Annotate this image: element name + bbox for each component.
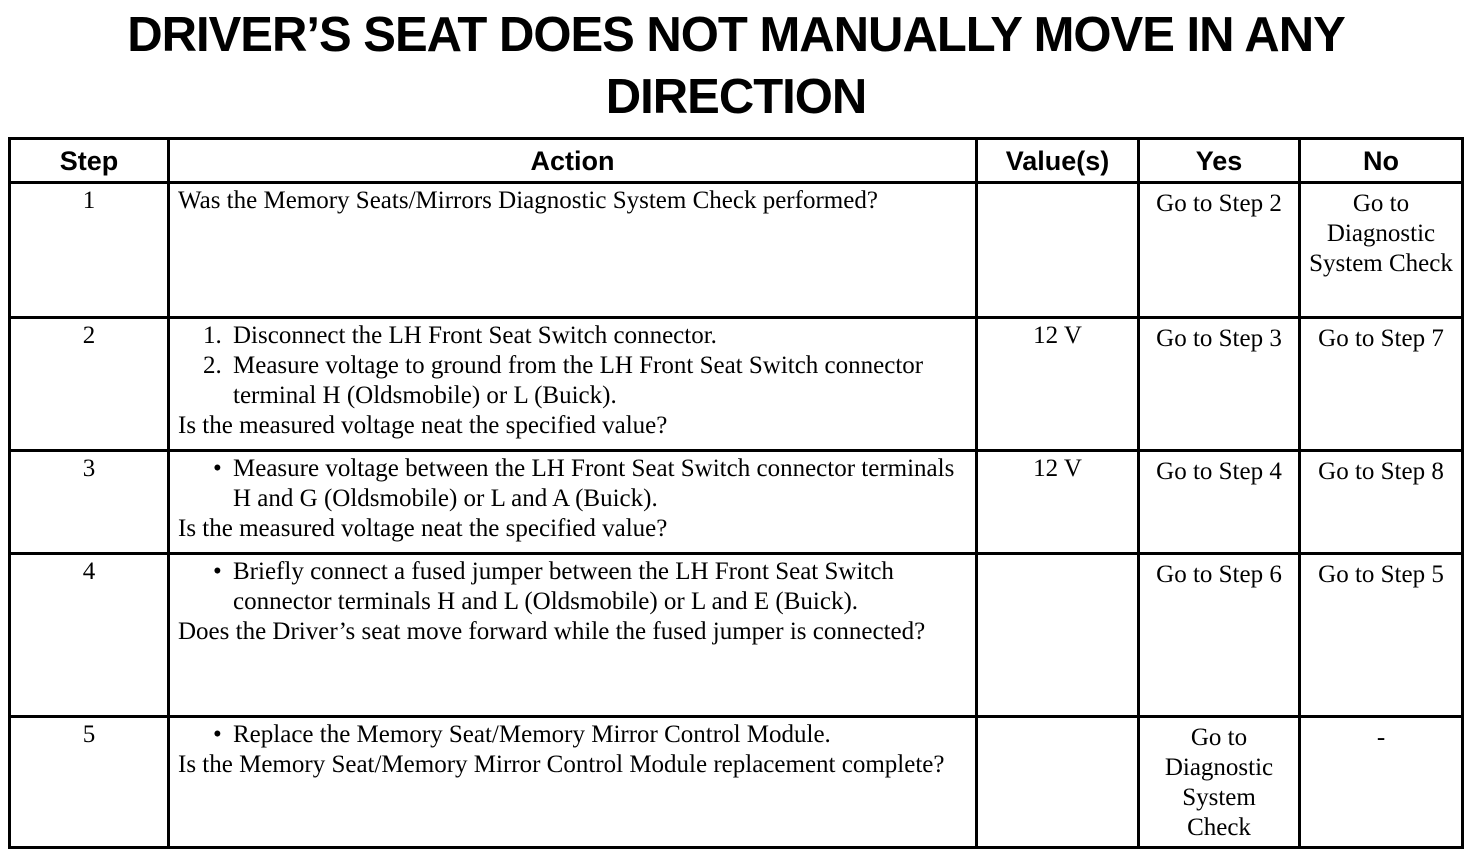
action-bullet-item [203, 720, 967, 750]
title-line-2: DIRECTION [605, 70, 867, 124]
table-row [10, 318, 1463, 451]
action-cell [169, 717, 977, 848]
no-link[interactable]: Go to Step 5 [1318, 561, 1444, 588]
value-cell: 12 V [977, 451, 1139, 554]
action-cell [169, 183, 977, 318]
yes-link[interactable]: Go to Step 2 [1156, 190, 1282, 217]
header-action: Action [169, 139, 977, 183]
action-bullet-text: Briefly connect a fused jumper between the LH Front Seat Switch connector terminals H and L (Oldsmobile) or L and E (Buick). [233, 558, 894, 615]
action-bullet-text: Replace the Memory Seat/Memory Mirror Control Module. [233, 721, 831, 748]
action-bullet-list [178, 454, 967, 514]
step-number: 5 [10, 717, 169, 848]
title-line-1: DRIVER’S SEAT DOES NOT MANUALLY MOVE IN ANY [127, 8, 1345, 62]
header-no: No [1300, 139, 1463, 183]
action-question: Is the measured voltage neat the specified value? [178, 515, 668, 542]
step-number: 2 [10, 318, 169, 451]
bullet-icon: • [213, 558, 222, 585]
yes-cell [1139, 183, 1300, 318]
header-step: Step [10, 139, 169, 183]
action-steps-list [178, 321, 967, 411]
yes-link[interactable]: Go to Step 4 [1156, 458, 1282, 485]
action-bullet-list [178, 720, 967, 750]
yes-cell [1139, 318, 1300, 451]
yes-cell [1139, 554, 1300, 717]
action-question: Was the Memory Seats/Mirrors Diagnostic System Check performed? [178, 187, 878, 214]
action-bullet-item [203, 454, 967, 514]
action-cell [169, 554, 977, 717]
diagnostic-table [8, 137, 1464, 849]
no-cell [1300, 318, 1463, 451]
yes-link[interactable]: Go to Diagnostic System Check [1164, 724, 1274, 841]
no-link[interactable]: Go to Diagnostic System Check [1309, 190, 1453, 277]
action-cell [169, 318, 977, 451]
table-row [10, 554, 1463, 717]
value-cell [977, 554, 1139, 717]
yes-link[interactable]: Go to Step 3 [1156, 325, 1282, 352]
no-link[interactable]: Go to Step 7 [1318, 325, 1444, 352]
step-number: 1 [10, 183, 169, 318]
yes-cell [1139, 451, 1300, 554]
action-step-number: 1. [203, 322, 222, 349]
no-link[interactable]: Go to Step 8 [1318, 458, 1444, 485]
action-bullet-item [203, 557, 967, 617]
bullet-icon: • [213, 455, 222, 482]
action-bullet-text: Measure voltage between the LH Front Seat Switch connector terminals H and G (Oldsmobile) or L and A (Buick). [233, 455, 955, 512]
header-yes: Yes [1139, 139, 1300, 183]
action-step-item [203, 351, 967, 411]
action-question: Does the Driver’s seat move forward while the fused jumper is connected? [178, 618, 926, 645]
table-row [10, 717, 1463, 848]
action-step-number: 2. [203, 352, 222, 379]
step-number: 4 [10, 554, 169, 717]
no-cell [1300, 554, 1463, 717]
action-step-item [203, 321, 967, 351]
action-question: Is the Memory Seat/Memory Mirror Control Module replacement complete? [178, 751, 945, 778]
no-cell [1300, 183, 1463, 318]
action-question: Is the measured voltage neat the specified value? [178, 412, 668, 439]
table-row [10, 451, 1463, 554]
yes-cell [1139, 717, 1300, 848]
no-cell [1300, 451, 1463, 554]
no-link: - [1376, 724, 1386, 751]
value-cell [977, 717, 1139, 848]
value-cell: 12 V [977, 318, 1139, 451]
value-cell [977, 183, 1139, 318]
action-cell [169, 451, 977, 554]
table-header-row [10, 139, 1463, 183]
action-step-text: Disconnect the LH Front Seat Switch connector. [233, 322, 717, 349]
no-cell [1300, 717, 1463, 848]
action-step-text: Measure voltage to ground from the LH Front Seat Switch connector terminal H (Oldsmobile) or L (Buick). [233, 352, 924, 409]
bullet-icon: • [213, 721, 222, 748]
action-bullet-list [178, 557, 967, 617]
table-row [10, 183, 1463, 318]
header-values: Value(s) [977, 139, 1139, 183]
step-number: 3 [10, 451, 169, 554]
yes-link[interactable]: Go to Step 6 [1156, 561, 1282, 588]
page-title [0, 0, 1472, 124]
